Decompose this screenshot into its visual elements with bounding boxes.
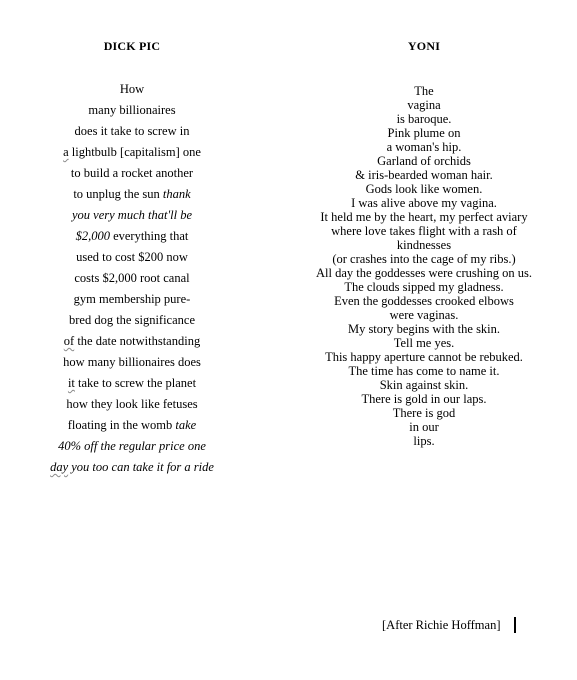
- poem-line-text: the date notwithstanding: [74, 334, 201, 348]
- poem-line: [24, 205, 240, 226]
- poem-line: There is god: [392, 406, 456, 420]
- text-cursor: [514, 617, 516, 633]
- poem-line: Even the goddesses crooked elbows: [334, 294, 514, 308]
- poem-line-text: to build a rocket another: [70, 166, 194, 180]
- poem-line-text: costs $2,000 root canal: [74, 271, 190, 285]
- poem-line: The clouds sipped my gladness.: [344, 280, 504, 294]
- poem-line: [24, 142, 240, 163]
- poem-line: in our: [409, 420, 439, 434]
- poem-line: It held me by the heart, my perfect aviary: [320, 210, 528, 224]
- poem-line-text: How: [119, 82, 145, 96]
- attribution: [After Richie Hoffman]: [382, 618, 501, 632]
- poem-line: [24, 373, 240, 394]
- poem-line: The: [414, 84, 434, 98]
- poem-line-text: lightbulb [capitalism] one: [68, 145, 201, 159]
- poem-line-text: how many billionaires does: [63, 355, 201, 369]
- poem-line-text: of: [63, 334, 75, 348]
- poem-line: [24, 184, 240, 205]
- poem-line: a woman's hip.: [386, 140, 462, 154]
- left-poem: [24, 38, 240, 478]
- poem-line: The time has come to name it.: [348, 364, 500, 378]
- poem-line-text: take to screw the planet: [74, 376, 197, 390]
- poem-line-text: bred dog the significance: [69, 313, 195, 327]
- poem-line: [24, 415, 240, 436]
- poem-line: [24, 310, 240, 331]
- poem-line-text: you very much that'll be: [72, 208, 192, 222]
- poem-line: [24, 331, 240, 352]
- poem-line: There is gold in our laps.: [361, 392, 487, 406]
- poem-line: [24, 436, 240, 457]
- poem-line-text: does it take to screw in: [74, 124, 190, 138]
- poem-line-text: how they look like fetuses: [66, 397, 198, 411]
- poem-line: lips.: [413, 434, 435, 448]
- poem-line-text: a: [63, 145, 69, 159]
- poem-line: [24, 163, 240, 184]
- left-poem-body: [24, 79, 240, 478]
- poem-line: (or crashes into the cage of my ribs.): [332, 252, 516, 266]
- poem-line-text: to unplug the sun: [73, 187, 163, 201]
- poem-line-text: used to cost $200 now: [76, 250, 188, 264]
- poem-line: My story begins with the skin.: [347, 322, 501, 336]
- poem-line: were vaginas.: [389, 308, 459, 322]
- left-poem-title: DICK PIC: [103, 39, 161, 53]
- poem-line: Skin against skin.: [379, 378, 469, 392]
- poem-line: Tell me yes.: [393, 336, 455, 350]
- poem-line-text: $2,000: [75, 229, 110, 243]
- poem-line: Gods look like women.: [365, 182, 483, 196]
- poem-line: Garland of orchids: [377, 154, 471, 168]
- poem-line-text: everything that: [109, 229, 189, 243]
- poem-line: where love takes flight with a rash of: [331, 224, 517, 238]
- poem-line: All day the goddesses were crushing on us.: [316, 266, 532, 280]
- poem-line: I was alive above my vagina.: [351, 196, 497, 210]
- poem-line: [24, 394, 240, 415]
- poem-line: & iris-bearded woman hair.: [355, 168, 493, 182]
- poem-line-text: take: [175, 418, 197, 432]
- poem-line: [24, 268, 240, 289]
- poem-line: [24, 247, 240, 268]
- right-poem-body: [300, 84, 548, 448]
- poem-line: [24, 226, 240, 247]
- poem-line: kindnesses: [396, 238, 452, 252]
- poem-line: [24, 121, 240, 142]
- poem-line-text: floating in the womb: [67, 418, 176, 432]
- poem-line: [24, 100, 240, 121]
- poem-line: is baroque.: [396, 112, 452, 126]
- right-poem: [300, 38, 548, 448]
- poem-line: [24, 457, 240, 478]
- poem-line-text: you too can take it for a ride: [68, 460, 214, 474]
- poem-line: [24, 79, 240, 100]
- poem-line: vagina: [407, 98, 441, 112]
- poem-line-text: day: [50, 460, 69, 474]
- right-poem-title: YONI: [407, 39, 441, 53]
- poem-line: This happy aperture cannot be rebuked.: [325, 350, 523, 364]
- poem-line-text: it: [67, 376, 75, 390]
- poem-line-text: thank: [162, 187, 191, 201]
- poem-line-text: many billionaires: [88, 103, 176, 117]
- poem-line: Pink plume on: [387, 126, 461, 140]
- poem-line-text: 40% off the regular price one: [58, 439, 206, 453]
- poem-line-text: gym membership pure-: [73, 292, 191, 306]
- poem-line: [24, 289, 240, 310]
- poem-line: [24, 352, 240, 373]
